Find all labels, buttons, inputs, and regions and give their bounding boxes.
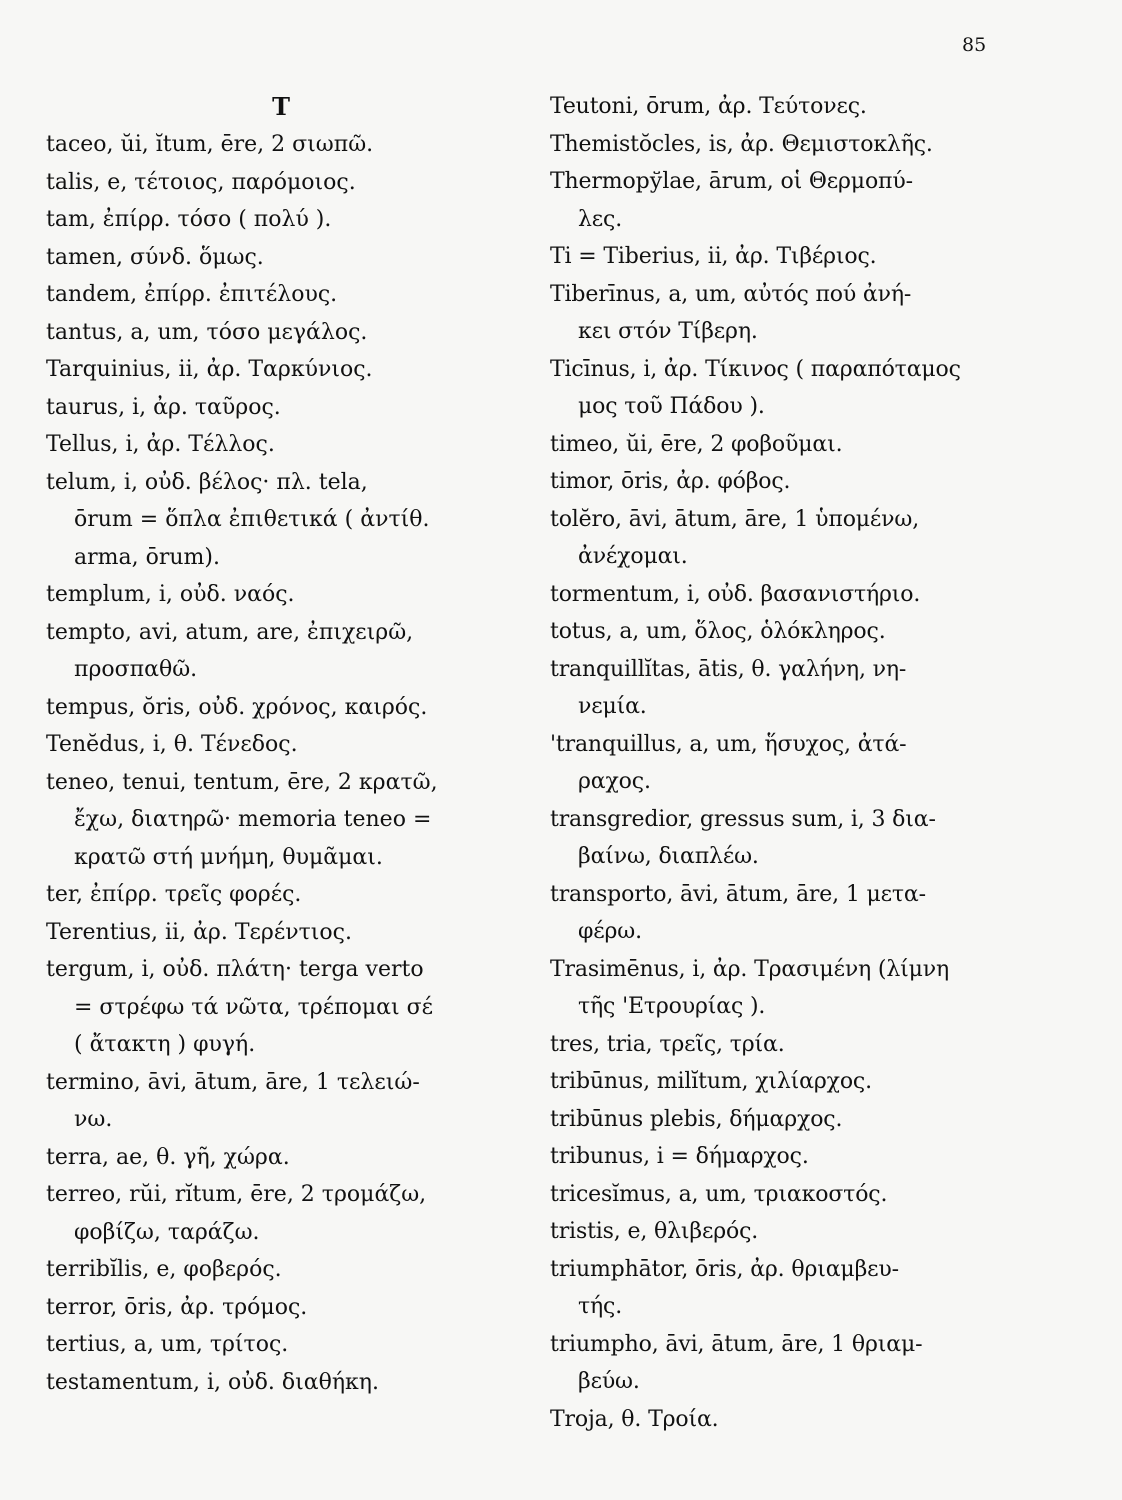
- dictionary-entry: [46, 276, 516, 314]
- page-number: 85: [962, 34, 987, 56]
- entry-headline: tribūnus, milĭtum, χιλίαρχος.: [550, 1069, 872, 1094]
- entry-continuation: τής.: [578, 1294, 623, 1319]
- section-letter: T: [272, 92, 290, 121]
- dictionary-entry: [46, 201, 516, 239]
- entry-headline: tertius, a, um, τρίτος.: [46, 1332, 289, 1357]
- entry-continuation: ραχος.: [578, 769, 651, 794]
- entry-headline: tranquillĭtas, ātis, θ. γαλήνη, νη-: [550, 656, 907, 682]
- dictionary-entry: [550, 1251, 1030, 1326]
- entry-headline: teneo, tenui, tentum, ēre, 2 κρατῶ,: [46, 769, 438, 795]
- dictionary-entry: [46, 351, 516, 389]
- dictionary-entry: [550, 463, 1030, 501]
- dictionary-entry: [550, 1063, 1030, 1101]
- entry-continuation: φέρω.: [578, 919, 642, 944]
- dictionary-entry: [46, 426, 516, 464]
- dictionary-entry: [46, 1326, 516, 1364]
- entry-headline: terribĭlis, e, φοβερός.: [46, 1257, 282, 1282]
- entry-headline: termino, āvi, ātum, āre, 1 τελειώ-: [46, 1069, 420, 1095]
- entry-headline: tamen, σύνδ. ὅμως.: [46, 244, 264, 270]
- dictionary-entry: [46, 1364, 516, 1402]
- entry-headline: talis, e, τέτοιος, παρόμοιος.: [46, 169, 356, 195]
- entry-headline: tribūnus plebis, δήμαρχος.: [550, 1106, 843, 1132]
- entry-headline: Ticīnus, i, ἀρ. Τίκινος ( παραπόταμος: [550, 356, 961, 382]
- entry-continuation: = στρέφω τά νῶτα, τρέπομαι σέ: [74, 994, 434, 1020]
- entry-headline: 'tranquillus, a, um, ἥσυχος, ἀτά-: [550, 731, 907, 757]
- entry-headline: triumphātor, ōris, ἀρ. θριαμβευ-: [550, 1256, 899, 1282]
- entry-headline: taceo, ŭi, ĭtum, ēre, 2 σιωπῶ.: [46, 132, 374, 157]
- entry-continuation: τῆς 'Ετρουρίας ).: [578, 994, 766, 1019]
- entry-headline: tolĕro, āvi, ātum, āre, 1 ὑπομένω,: [550, 506, 920, 532]
- dictionary-entry: [550, 351, 1030, 426]
- entry-headline: Trasimēnus, i, ἀρ. Τρασιμένη (λίμνη: [550, 956, 950, 982]
- entry-continuation: λες.: [578, 206, 623, 232]
- entry-headline: Troja, θ. Τροία.: [550, 1406, 719, 1432]
- entry-continuation: βεύω.: [578, 1369, 640, 1394]
- entry-headline: ter, ἐπίρρ. τρεῖς φορές.: [46, 882, 302, 907]
- dictionary-entry: [46, 239, 516, 277]
- dictionary-entry: [550, 163, 1030, 238]
- entry-headline: Themistŏcles, is, ἀρ. Θεμιστοκλῆς.: [550, 131, 933, 157]
- dictionary-entry: [46, 464, 516, 577]
- entry-headline: telum, i, οὐδ. βέλος· πλ. tela,: [46, 469, 368, 495]
- dictionary-entry: [550, 88, 1030, 126]
- dictionary-entry: [550, 276, 1030, 351]
- dictionary-entry: [550, 651, 1030, 726]
- dictionary-entry: [550, 1138, 1030, 1176]
- entry-headline: templum, i, οὐδ. ναός.: [46, 582, 295, 607]
- dictionary-entry: [550, 238, 1030, 276]
- entry-continuation: κει στόν Τίβερη.: [578, 319, 758, 344]
- dictionary-entry: [46, 951, 516, 1064]
- entry-headline: Tarquinius, ii, ἀρ. Ταρκύνιος.: [46, 357, 373, 382]
- entry-headline: tribunus, i = δήμαρχος.: [550, 1144, 809, 1169]
- entry-headline: triumpho, āvi, ātum, āre, 1 θριαμ-: [550, 1331, 923, 1357]
- entry-headline: tam, ἐπίρρ. τόσο ( πολύ ).: [46, 207, 332, 232]
- dictionary-entry: [46, 764, 516, 877]
- entry-continuation: ἀνέχομαι.: [578, 544, 688, 569]
- dictionary-entry: [46, 614, 516, 689]
- dictionary-entry: [550, 1176, 1030, 1214]
- entry-continuation: νεμία.: [578, 694, 647, 719]
- dictionary-entry: [550, 1101, 1030, 1139]
- dictionary-entry: [550, 876, 1030, 951]
- entry-headline: Tenĕdus, i, θ. Τένεδος.: [46, 732, 298, 757]
- entry-headline: tempto, avi, atum, are, ἐπιχειρῶ,: [46, 619, 414, 645]
- dictionary-entry: [46, 914, 516, 952]
- dictionary-entry: [46, 876, 516, 914]
- dictionary-entry: [46, 1064, 516, 1139]
- entry-continuation: ἔχω, διατηρῶ· memoria teneo =: [74, 807, 432, 832]
- entry-headline: terreo, rŭi, rĭtum, ēre, 2 τρομάζω,: [46, 1182, 427, 1207]
- dictionary-entry: [46, 164, 516, 202]
- entry-headline: testamentum, i, οὐδ. διαθήκη.: [46, 1369, 379, 1395]
- entry-headline: terror, ōris, ἀρ. τρόμος.: [46, 1294, 308, 1320]
- dictionary-entry: [550, 1026, 1030, 1064]
- entry-continuation: βαίνω, διαπλέω.: [578, 844, 759, 869]
- dictionary-entry: [46, 314, 516, 352]
- dictionary-entry: [550, 126, 1030, 164]
- entry-headline: transporto, āvi, ātum, āre, 1 μετα-: [550, 881, 926, 907]
- entry-continuation: μος τοῦ Πάδου ).: [578, 394, 765, 419]
- entry-headline: tergum, i, οὐδ. πλάτη· terga verto: [46, 957, 424, 982]
- entry-headline: tempus, ŏris, οὐδ. χρόνος, καιρός.: [46, 694, 428, 720]
- dictionary-entry: [46, 126, 516, 164]
- dictionary-entry: [550, 1401, 1030, 1439]
- entry-headline: transgredior, gressus sum, i, 3 δια-: [550, 806, 936, 832]
- dictionary-entry: [46, 1176, 516, 1251]
- entry-headline: Tiberīnus, a, um, αὐτός πού ἀνή-: [550, 281, 912, 307]
- entry-continuation: φοβίζω, ταράζω.: [74, 1219, 260, 1245]
- entry-continuation: νω.: [74, 1107, 113, 1132]
- entry-headline: tantus, a, um, τόσο μεγάλος.: [46, 319, 368, 345]
- entry-headline: Thermopўlae, ārum, οἱ Θερμοπύ-: [550, 169, 913, 194]
- dictionary-entry: [46, 389, 516, 427]
- dictionary-entry: [550, 951, 1030, 1026]
- entry-headline: timor, ōris, ἀρ. φόβος.: [550, 469, 791, 494]
- entry-headline: taurus, i, ἀρ. ταῦρος.: [46, 394, 281, 420]
- dictionary-entry: [550, 613, 1030, 651]
- dictionary-entry: [46, 726, 516, 764]
- entry-headline: terra, ae, θ. γῆ, χώρα.: [46, 1144, 290, 1170]
- entry-headline: tres, tria, τρεῖς, τρία.: [550, 1031, 785, 1057]
- entry-continuation: προσπαθῶ.: [74, 657, 198, 682]
- dictionary-entry: [550, 501, 1030, 576]
- entry-headline: tandem, ἐπίρρ. ἐπιτέλους.: [46, 282, 338, 307]
- entry-headline: timeo, ŭi, ēre, 2 φοβοῦμαι.: [550, 431, 843, 457]
- entry-headline: Terentius, ii, ἀρ. Τερέντιος.: [46, 919, 352, 945]
- entry-headline: tristis, e, θλιβερός.: [550, 1219, 759, 1244]
- dictionary-entry: [46, 1251, 516, 1289]
- entry-continuation: ōrum = ὅπλα ἐπιθετικά ( ἀντίθ.: [74, 507, 430, 532]
- dictionary-entry: [46, 689, 516, 727]
- left-column: [46, 88, 516, 1401]
- dictionary-entry: [46, 1289, 516, 1327]
- entry-headline: Teutoni, ōrum, ἀρ. Τεύτονες.: [550, 94, 867, 119]
- dictionary-entry: [550, 801, 1030, 876]
- entry-headline: Tellus, i, ἀρ. Τέλλος.: [46, 432, 275, 457]
- dictionary-entry: [550, 1213, 1030, 1251]
- dictionary-entry: [46, 576, 516, 614]
- dictionary-entry: [550, 426, 1030, 464]
- entry-headline: tricesĭmus, a, um, τριακοστός.: [550, 1181, 888, 1207]
- entry-continuation: arma, ōrum).: [74, 544, 220, 570]
- entry-headline: tormentum, i, οὐδ. βασανιστήριο.: [550, 581, 921, 607]
- dictionary-entry: [46, 1139, 516, 1177]
- right-column: [550, 88, 1030, 1438]
- dictionary-entry: [550, 1326, 1030, 1401]
- entry-continuation: ( ἄτακτη ) φυγή.: [74, 1032, 256, 1057]
- entry-headline: totus, a, um, ὅλος, ὁλόκληρος.: [550, 619, 886, 644]
- dictionary-entry: [550, 726, 1030, 801]
- entry-headline: Ti = Tiberius, ii, ἀρ. Τιβέριος.: [550, 244, 877, 269]
- dictionary-entry: [550, 576, 1030, 614]
- entry-continuation: κρατῶ στή μνήμη, θυμᾶμαι.: [74, 844, 383, 870]
